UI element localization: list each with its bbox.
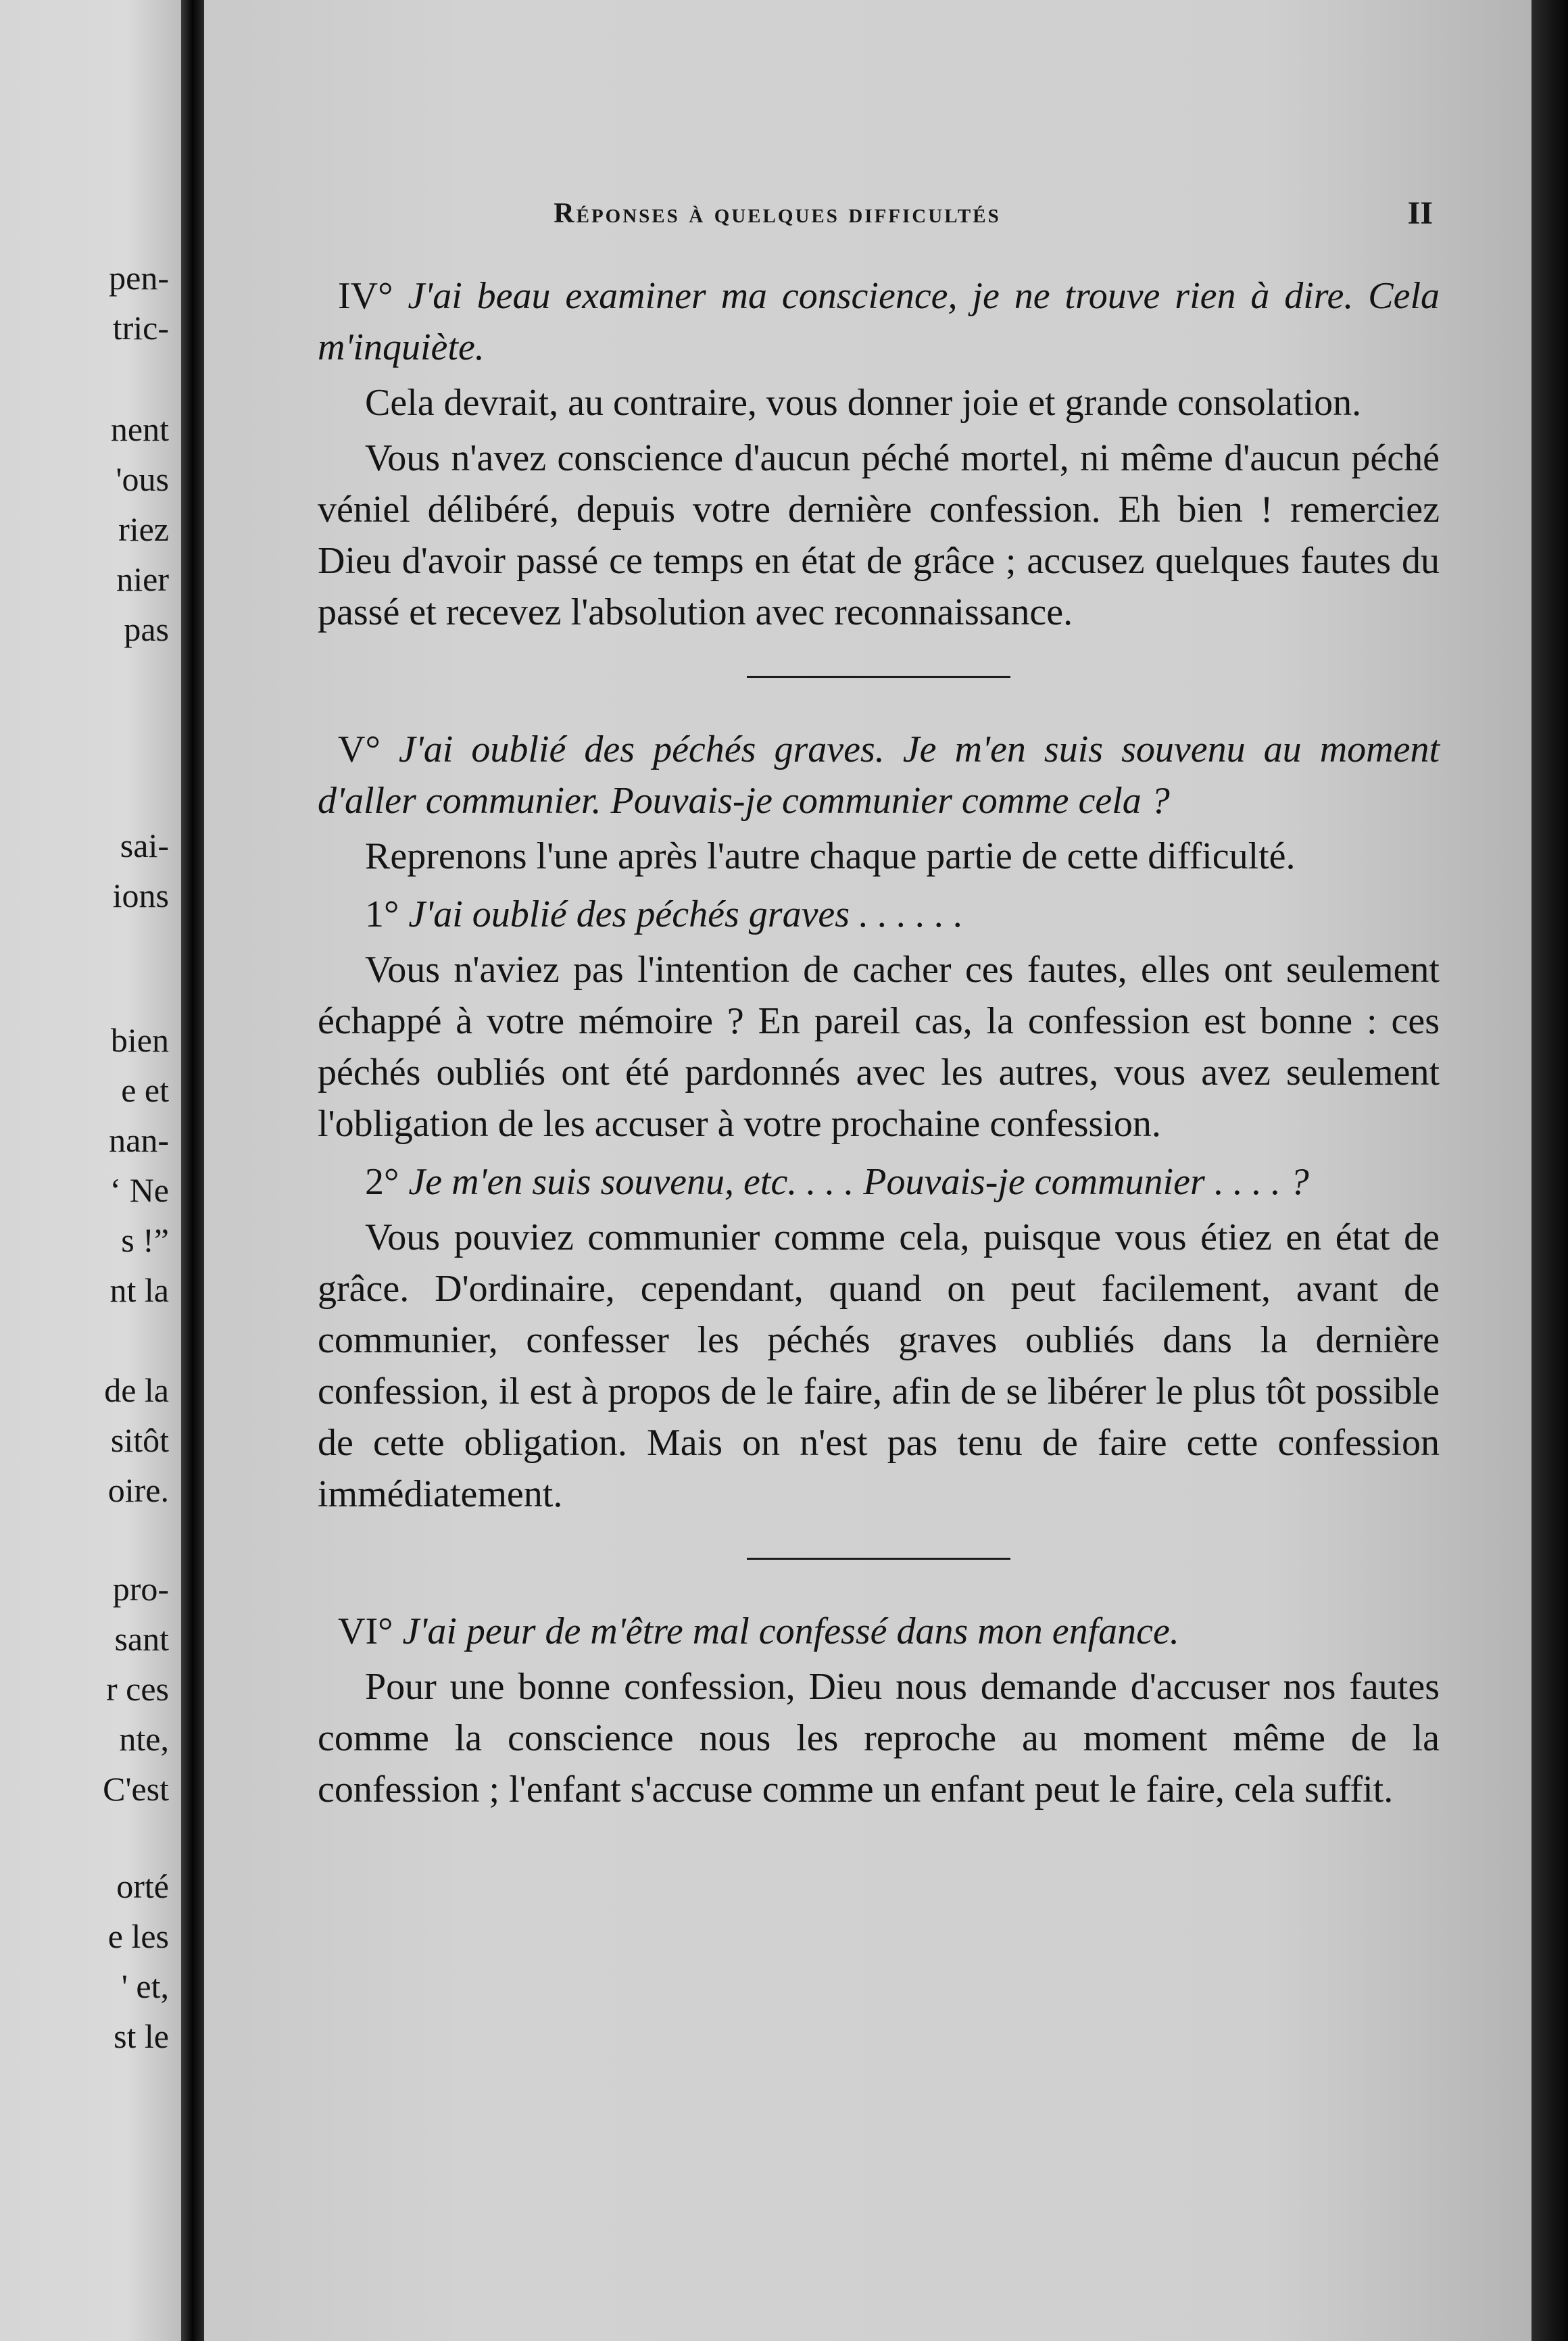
question-number: V° [338,729,381,770]
page-number: II [1407,195,1433,231]
left-page-fragment: nent [110,410,169,448]
left-page-fragment: ' et, [121,1967,169,2005]
question-v [318,724,1440,827]
book-gutter [181,0,204,2341]
paragraph: Vous n'avez conscience d'aucun péché mortel, ni même d'aucun péché véniel délibéré, depuis votre dernière confession. Eh bien ! remerciez Dieu d'avoir passé ce temps en état de grâce ; accusez quelques fautes du passé et recevez l'absolution avec reconnaissance. [318,437,1440,633]
left-page-fragment: r ces [106,1670,169,1708]
left-page-fragment: e les [107,1917,169,1955]
section-divider [747,676,1010,678]
left-page-fragment: bien [110,1021,169,1059]
running-title: Réponses à quelques difficultés [554,198,1001,229]
paragraph: Vous n'aviez pas l'intention de cacher ces fautes, elles ont seulement échappé à votre mémoire ? En pareil cas, la confession est bonne : ces péchés oubliés ont été pardonnés avec les autres, vous avez seulement l'obligation de les accuser à votre prochaine confession. [318,949,1440,1145]
left-page-fragment: 'ous [116,460,169,498]
left-page-fragment: nte, [119,1720,169,1758]
left-page-fragment: de la [104,1371,169,1409]
left-page-fragment: ‘ Ne [109,1171,169,1209]
paragraph: Cela devrait, au contraire, vous donner joie et grande consolation. [365,382,1362,424]
left-page-fragment: pro- [112,1570,169,1608]
page-edge-shadow [1532,0,1568,2341]
left-page-fragment: nt la [109,1271,169,1309]
question-iv [318,270,1440,373]
facing-page-left [0,0,181,2341]
left-page-fragment: oire. [107,1471,169,1509]
subpoint-text: Je m'en suis souvenu, etc. . . . Pouvais-je communier . . . . ? [408,1161,1309,1203]
left-page-fragment: sant [114,1620,169,1658]
paragraph: Pour une bonne confession, Dieu nous demande d'accuser nos fautes comme la conscience nous les reproche au moment même de la confession ; l'enfant s'accuse comme un enfant peut le faire, cela suffit. [318,1666,1440,1810]
left-page-fragment: pas [124,610,169,648]
left-page-fragment: e et [121,1071,169,1109]
left-page-fragment: pen- [109,259,169,297]
left-page-fragment: orté [116,1867,169,1905]
question-text: J'ai peur de m'être mal confessé dans mon enfance. [402,1610,1179,1652]
paragraph: Reprenons l'une après l'autre chaque partie de cette difficulté. [365,835,1296,877]
left-page-fragment: nan- [109,1121,169,1159]
subpoint-number: 2° [365,1161,399,1203]
left-page-fragment: C'est [103,1770,169,1808]
question-number: VI° [338,1610,393,1652]
subpoint-number: 1° [365,893,399,935]
left-page-fragment: riez [118,510,169,548]
left-page-fragment: sai- [120,827,169,864]
paragraph: Vous pouviez communier comme cela, puisque vous étiez en état de grâce. D'ordinaire, cependant, quand on peut facilement, avant de communier, confesser les péchés graves oubliés dans la dernière confession, il est à propos de le faire, afin de se libérer le plus tôt possible de cette obligation. Mais on n'est pas tenu de faire cette confession immédiatement. [318,1216,1440,1515]
left-page-fragment: s !” [121,1221,169,1259]
question-text: J'ai oublié des péchés graves. Je m'en suis souvenu au moment d'aller communier. Pouvais-je communier comme cela ? [318,729,1440,822]
question-vi [318,1606,1440,1657]
left-page-fragment: ions [112,877,169,914]
question-text: J'ai beau examiner ma conscience, je ne trouve rien à dire. Cela m'inquiète. [318,275,1440,368]
left-page-fragment: tric- [112,309,169,347]
section-divider [747,1558,1010,1560]
question-number: IV° [338,275,393,317]
page-body [318,270,1440,1815]
subpoint-2 [318,1156,1440,1208]
left-page-fragment: st le [114,2017,169,2055]
left-page-fragment: nier [116,560,169,598]
subpoint-1 [318,889,1440,940]
left-page-fragment: sitôt [110,1421,169,1459]
subpoint-text: J'ai oublié des péchés graves . . . . . . [408,893,964,935]
